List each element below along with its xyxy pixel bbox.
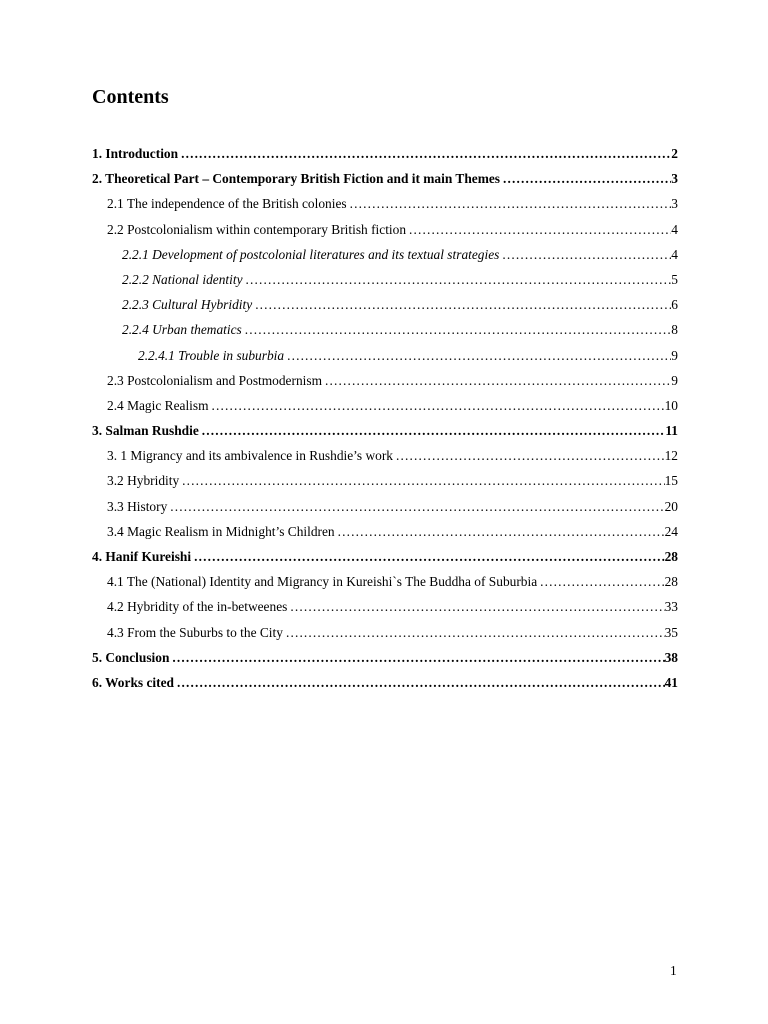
toc-entry[interactable] — [92, 141, 678, 166]
toc-entry[interactable] — [92, 468, 678, 493]
toc-entry-page: 10 — [664, 397, 678, 413]
toc-dot-leader — [243, 267, 672, 292]
toc-entry-page: 15 — [664, 473, 678, 489]
toc-entry-page: 24 — [664, 523, 678, 539]
toc-dot-leader — [209, 393, 665, 418]
toc-dot-leader — [500, 166, 671, 191]
toc-dot-leader — [287, 594, 664, 619]
toc-entry-label: 2.2.4 Urban thematics — [122, 322, 242, 338]
toc-entry[interactable] — [92, 292, 678, 317]
toc-entry[interactable] — [92, 191, 678, 216]
toc-entry[interactable] — [92, 645, 678, 670]
toc-entry-label: 6. Works cited — [92, 674, 174, 690]
toc-entry[interactable] — [92, 544, 678, 569]
toc-dot-leader — [167, 494, 664, 519]
toc-dot-leader — [283, 620, 665, 645]
toc-entry[interactable] — [92, 620, 678, 645]
toc-dot-leader — [199, 418, 666, 443]
toc-entry-page: 2 — [671, 146, 678, 161]
toc-dot-leader — [252, 292, 671, 317]
toc-dot-leader — [284, 343, 671, 368]
toc-entry[interactable] — [92, 217, 678, 242]
toc-entry[interactable] — [92, 317, 678, 342]
toc-dot-leader — [178, 141, 671, 166]
toc-dot-leader — [242, 317, 672, 342]
toc-entry-label: 2.2.3 Cultural Hybridity — [122, 297, 253, 313]
toc-entry-page: 33 — [664, 599, 678, 615]
toc-entry-label: 2.4 Magic Realism — [107, 397, 209, 413]
toc-entry-page: 9 — [671, 372, 678, 388]
toc-entry-label: 4. Hanif Kureishi — [92, 549, 192, 564]
toc-dot-leader — [393, 443, 665, 468]
toc-dot-leader — [335, 519, 665, 544]
toc-entry-page: 12 — [664, 448, 678, 464]
toc-entry-page: 4 — [671, 246, 678, 262]
toc-dot-leader — [174, 670, 665, 695]
toc-entry-label: 3.2 Hybridity — [107, 473, 180, 489]
toc-dot-leader — [191, 544, 665, 569]
toc-entry-page: 20 — [664, 498, 678, 514]
toc-entry-page: 38 — [664, 649, 678, 665]
toc-entry-page: 9 — [671, 347, 678, 363]
toc-entry[interactable] — [92, 393, 678, 418]
toc-entry-label: 2.2 Postcolonialism within contemporary British fiction — [107, 221, 407, 237]
toc-entry-label: 3.3 History — [107, 498, 168, 514]
toc-entry-label: 2.2.4.1 Trouble in suburbia — [138, 347, 285, 363]
toc-entry[interactable] — [92, 418, 678, 443]
toc-dot-leader — [169, 645, 664, 670]
toc-entry[interactable] — [92, 242, 678, 267]
toc-entry[interactable] — [92, 368, 678, 393]
toc-entry-label: 4.2 Hybridity of the in-betweenes — [107, 599, 288, 615]
toc-dot-leader — [499, 242, 671, 267]
toc-entry-page: 8 — [671, 322, 678, 338]
toc-entry[interactable] — [92, 443, 678, 468]
toc-entry-page: 3 — [671, 171, 678, 187]
toc-entry-page: 11 — [665, 423, 678, 439]
toc-entry-label: 2.2.2 National identity — [122, 271, 243, 287]
toc-entry-label: 5. Conclusion — [92, 649, 170, 665]
toc-entry-label: 4.3 From the Suburbs to the City — [107, 624, 283, 640]
toc-entry[interactable] — [92, 343, 678, 368]
toc-entry[interactable] — [92, 166, 678, 191]
toc-entry-label: 2.3 Postcolonialism and Postmodernism — [107, 372, 322, 388]
toc-entry-label: 2.2.1 Development of postcolonial literatures and its textual strategies — [122, 246, 500, 262]
toc-entry-page: 41 — [664, 674, 678, 690]
toc-entry-label: 4.1 The (National) Identity and Migrancy in Kureishi`s The Buddha of Suburbia — [107, 574, 538, 590]
toc-entry-page: 3 — [671, 196, 678, 212]
toc-dot-leader — [322, 368, 671, 393]
toc-entry-page: 5 — [671, 271, 678, 287]
toc-entry[interactable] — [92, 267, 678, 292]
toc-entry-label: 2.1 The independence of the British colonies — [107, 196, 347, 212]
toc-dot-leader — [179, 468, 664, 493]
toc-dot-leader — [537, 569, 664, 594]
toc-entry[interactable] — [92, 569, 678, 594]
toc-entry-page: 28 — [664, 549, 678, 564]
toc-dot-leader — [406, 217, 671, 242]
toc-entry[interactable] — [92, 594, 678, 619]
toc-entry-page: 35 — [664, 624, 678, 640]
toc-entry-label: 3. 1 Migrancy and its ambivalence in Rushdie’s work — [107, 448, 393, 464]
toc-entry-page: 28 — [664, 574, 678, 590]
toc-dot-leader — [347, 191, 672, 216]
toc-entry-label: 2. Theoretical Part – Contemporary British Fiction and it main Themes — [92, 171, 501, 187]
toc-entry[interactable] — [92, 670, 678, 695]
toc-entry[interactable] — [92, 494, 678, 519]
toc-entry-label: 1. Introduction — [92, 146, 179, 161]
toc-entry[interactable] — [92, 519, 678, 544]
toc-entry-page: 6 — [671, 297, 678, 313]
toc-entry-page: 4 — [671, 221, 678, 237]
toc-entry-label: 3.4 Magic Realism in Midnight’s Children — [107, 523, 335, 539]
toc-entry-label: 3. Salman Rushdie — [92, 423, 199, 439]
table-of-contents — [92, 141, 678, 695]
page-title: Contents — [92, 86, 169, 108]
page-number: 1 — [670, 963, 677, 978]
